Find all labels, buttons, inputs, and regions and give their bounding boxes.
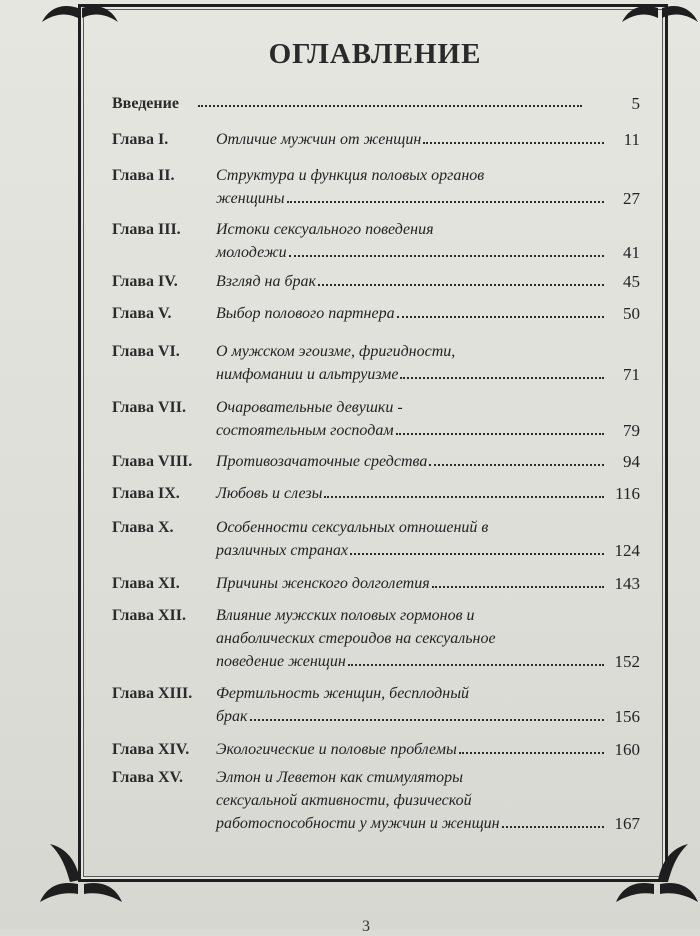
toc-entry[interactable] [112,396,652,442]
leader-dots [289,241,604,257]
leader-dots [287,187,604,203]
leader-dots [397,302,604,318]
chapter-title [216,450,606,473]
chapter-title-line: Особенности сексуальных отношений в [216,519,489,536]
toc-page-number: 124 [614,541,640,560]
chapter-title [216,218,606,264]
toc-page-number: 27 [623,189,640,208]
chapter-title [216,128,606,151]
chapter-title-line: Выбор полового партнера [216,305,395,322]
toc-page-number: 167 [614,814,640,833]
chapter-title [216,572,606,595]
toc-entry[interactable] [112,302,652,325]
toc-page-number: 160 [614,740,640,759]
toc-entry[interactable] [112,516,652,562]
chapter-title-line: поведение женщин [216,653,346,670]
chapter-title-line: женщины [216,190,285,207]
toc-entry[interactable] [112,682,652,728]
toc-page-number: 50 [623,304,640,323]
leader-dots [348,650,604,666]
toc-page-number: 45 [623,272,640,291]
chapter-title [216,270,606,293]
page-title: ОГЛАВЛЕНИЕ [268,38,482,70]
chapter-number: Глава X. [112,519,174,536]
chapter-title [216,340,606,386]
chapter-number: Глава VII. [112,399,186,416]
chapter-number: Глава XV. [112,769,184,786]
chapter-title-line: нимфомании и альтруизме [216,366,399,383]
chapter-number: Глава IX. [112,485,180,502]
leader-dots [432,572,604,588]
toc-intro[interactable] [112,92,652,115]
toc-page-number: 71 [623,365,640,384]
chapter-number: Глава IV. [112,273,178,290]
toc-entry[interactable] [112,572,652,595]
chapter-title-line: сексуальной активности, физической [216,792,472,809]
toc-page-number: 79 [623,421,640,440]
toc-page-number: 5 [631,94,640,113]
chapter-title [216,482,606,505]
toc-entry[interactable] [112,450,652,473]
chapter-title-line: О мужском эгоизме, фригидности, [216,343,456,360]
toc-page-number: 152 [614,652,640,671]
leader-dots [429,450,604,466]
chapter-title-line: Структура и функция половых органов [216,167,485,184]
chapter-number: Глава III. [112,221,181,238]
chapter-number: Глава VI. [112,343,180,360]
chapter-title-line: Отличие мужчин от женщин [216,131,422,148]
chapter-title-line: работоспособности у мужчин и женщин [216,815,500,832]
chapter-title-line: Элтон и Леветон как стимуляторы [216,769,464,786]
toc-intro-label: Введение [112,95,179,112]
toc-entry[interactable] [112,604,652,673]
chapter-title-line: Истоки сексуального поведения [216,221,434,238]
chapter-title [216,738,606,761]
chapter-title-line: Очаровательные девушки - [216,399,403,416]
chapter-title-line: молодежи [216,244,287,261]
chapter-title-line: Фертильность женщин, бесплодный [216,685,470,702]
leader-dots [318,270,604,286]
leader-dots [250,705,604,721]
chapter-title-line: состоятельным господам [216,422,394,439]
toc-page-number: 116 [615,484,640,503]
chapter-number: Глава V. [112,305,172,322]
chapter-title-line: анаболических стероидов на сексуальное [216,630,496,647]
toc-entry[interactable] [112,270,652,293]
chapter-title [216,604,606,673]
chapter-title-line: Экологические и половые проблемы [216,741,457,758]
leader-dots [324,482,604,498]
chapter-title-line: Причины женского долголетия [216,575,430,592]
chapter-title-line: Взгляд на брак [216,273,317,290]
toc-page-number: 11 [623,130,640,149]
chapter-number: Глава XI. [112,575,180,592]
leader-dots [350,539,604,555]
chapter-title-line: Любовь и слезы [216,485,323,502]
chapter-number: Глава I. [112,131,169,148]
toc-page-number: 156 [614,707,640,726]
toc-page-number: 41 [623,243,640,262]
chapter-title-line: различных странах [216,542,349,559]
chapter-title [216,302,606,325]
chapter-title [216,396,606,442]
footer-page-number: 3 [362,918,370,935]
toc-entry[interactable] [112,738,652,761]
chapter-title-line: Противозачаточные средства [216,453,428,470]
chapter-title [216,682,606,728]
chapter-title-line: брак [216,708,248,725]
toc-page-number: 143 [614,574,640,593]
toc-entry[interactable] [112,482,652,505]
chapter-title [216,164,606,210]
toc-page-number: 94 [623,452,640,471]
chapter-number: Глава VIII. [112,453,193,470]
chapter-number: Глава XIV. [112,741,190,758]
chapter-number: Глава XII. [112,607,186,624]
leader-dots [198,105,582,107]
toc-entry[interactable] [112,340,652,386]
toc-entry[interactable] [112,766,652,835]
chapter-title [216,766,606,835]
chapter-number: Глава XIII. [112,685,193,702]
leader-dots [423,128,604,144]
chapter-number: Глава II. [112,167,175,184]
toc-entry[interactable] [112,164,652,210]
leader-dots [400,363,604,379]
toc-entry[interactable] [112,128,652,151]
leader-dots [396,419,604,435]
chapter-title-line: Влияние мужских половых гормонов и [216,607,475,624]
chapter-title [216,516,606,562]
toc-entry[interactable] [112,218,652,264]
